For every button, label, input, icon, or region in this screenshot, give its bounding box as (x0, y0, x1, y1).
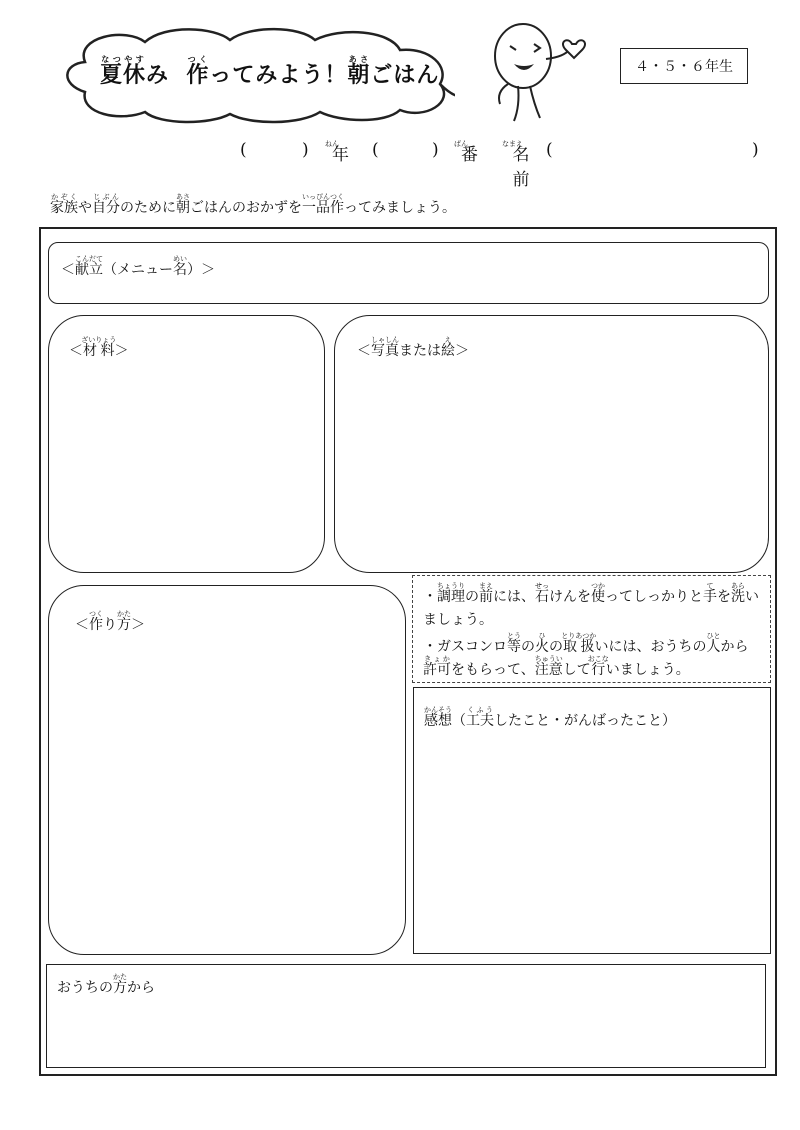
safety-notes-box (412, 575, 771, 683)
name-field-label: 名前 なまえ (502, 140, 530, 190)
menu-label: ＜献立こんだて（メニュー名めい）＞ (61, 255, 215, 278)
instruction-text: 家族かぞくや自分じぶんのために朝あさごはんのおかずを一品いっぴん作つくってみましょう。 (50, 193, 456, 216)
mascot-illustration (478, 14, 598, 124)
parent-comment-box[interactable] (46, 964, 766, 1068)
recipe-steps-label: ＜作つくり方かた＞ (75, 610, 145, 633)
paren: ( (240, 140, 247, 160)
impressions-box[interactable] (413, 687, 771, 954)
parent-comment-label: おうちの方かたから (57, 973, 155, 996)
photo-label: ＜写真しゃしんまたは絵え＞ (357, 336, 469, 359)
photo-or-drawing-box[interactable] (334, 315, 769, 573)
number-field-label: 番 ばん (454, 140, 478, 165)
impressions-label: 感想かんそう（工夫くふうしたこと・がんばったこと） (424, 706, 676, 729)
materials-box[interactable] (48, 315, 325, 573)
note-gas-stove: ・ガスコンロ等とうの火ひの取扱とりあつかいには、おうちの人ひとから 許可きょかをもらって、注意ちゅういして行おこないましょう。 (423, 632, 749, 678)
name-row (240, 140, 770, 190)
paren: ) (302, 140, 309, 160)
paren: ) (752, 140, 759, 160)
note-handwashing: ・調理ちょうりの前まえには、石せっけんを使つかってしっかりと手てを洗あらい ましょう。 (423, 582, 759, 628)
page-title: 夏なつ休やすみ 作つくってみよう！朝あさごはん (100, 55, 440, 88)
grade-label: ４・５・６年生 (620, 48, 748, 84)
grade-field-label: 年 ねん (325, 140, 349, 165)
materials-label: ＜材料ざいりょう＞ (69, 336, 129, 359)
paren: ( (546, 140, 553, 160)
paren: ( (372, 140, 379, 160)
paren: ) (432, 140, 439, 160)
recipe-steps-box[interactable] (48, 585, 406, 955)
menu-name-box[interactable] (48, 242, 769, 304)
